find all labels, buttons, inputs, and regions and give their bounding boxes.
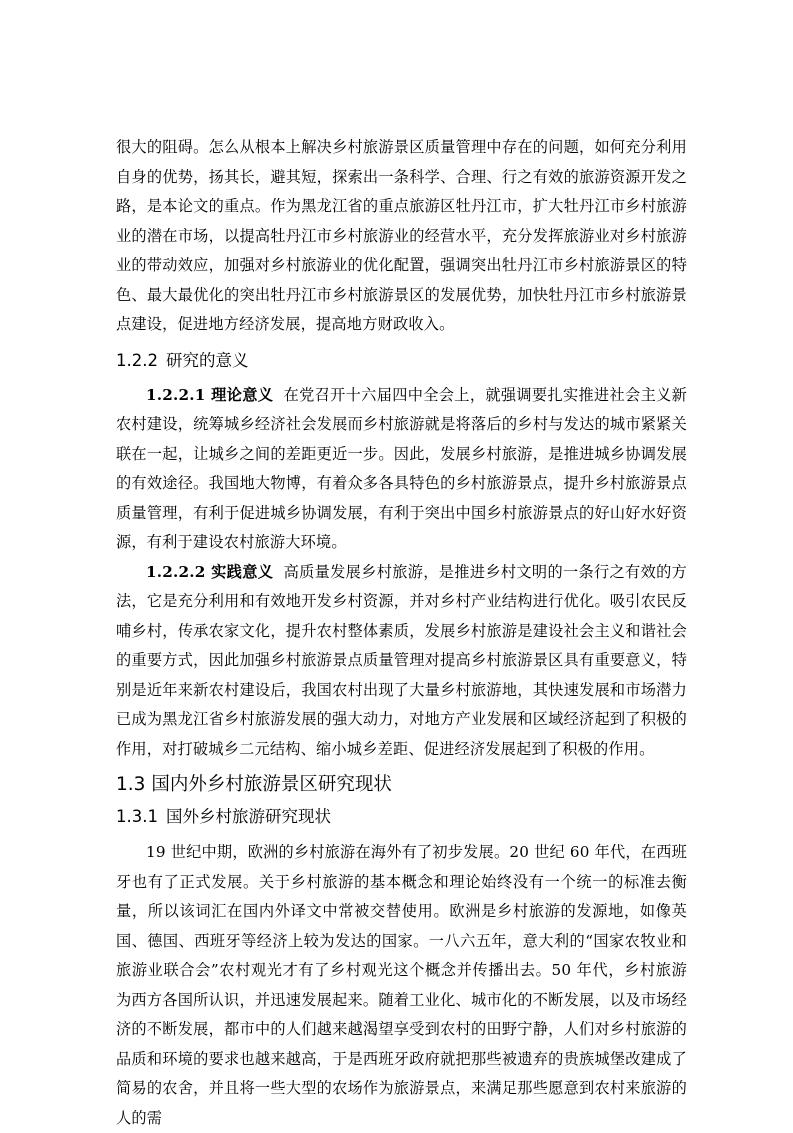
paragraph-theory-significance — [116, 381, 687, 558]
subheading-theory: 1.2.2.1 理论意义 — [146, 385, 274, 404]
heading-1-2-2 — [116, 351, 687, 371]
heading-number: 1.3.1 — [116, 807, 158, 826]
heading-1-3 — [116, 774, 687, 796]
practice-text: 高质量发展乡村旅游，是推进乡村文明的一条行之有效的方法，它是充分利用和有效地开发乡村资源，并对乡村产业结构进行优化。吸引农民反哺乡村，传承农家文化，提升农村整体素质，发展乡村旅游是建设社会主义和谐社会的重要方式，因此加强乡村旅游景点质量管理对提高乡村旅游景区具有重要意义，特别是近年来新农村建设后，我国农村出现了大量乡村旅游地，其快速发展和市场潜力已成为黑龙江省乡村旅游发展的强大动力，对地方产业发展和区域经济起到了积极的作用，对打破城乡二元结构、缩小城乡差距、促进经济发展起到了积极的作用。 — [116, 562, 687, 758]
paragraph-practice-significance — [116, 558, 687, 765]
heading-title: 研究的意义 — [165, 350, 249, 370]
paragraph-foreign-research: 19 世纪中期，欧洲的乡村旅游在海外有了初步发展。20 世纪 60 年代，在西班牙也有了正式发展。关于乡村旅游的基本概念和理论始终没有一个统一的标准去衡量，所以该词汇在国内外译文中常被交替使用。欧洲是乡村旅游的发源地，如像英国、德国、西班牙等经济上较为发达的国家。一八六五年，意大利的“国家农牧业和旅游业联合会”农村观光才有了乡村观光这个概念并传播出去。50 年代，乡村旅游为西方各国所认识，并迅速发展起来。随着工业化、城市化的不断发展，以及市场经济的不断发展，都市中的人们越来越渴望享受到农村的田野宁静，人们对乡村旅游的品质和环境的要求也越来越高，于是西班牙政府就把那些被遗弃的贵族城堡改建成了简易的农舍，并且将一些大型的农场作为旅游景点，来满足那些愿意到农村来旅游的人的需 — [116, 843, 687, 1127]
heading-title: 国内外乡村旅游景区研究现状 — [151, 774, 392, 795]
heading-number: 1.2.2 — [116, 350, 158, 370]
heading-title: 国外乡村旅游研究现状 — [165, 807, 331, 826]
subheading-practice: 1.2.2.2 实践意义 — [146, 562, 274, 581]
heading-number: 1.3 — [116, 774, 146, 795]
document-page — [116, 133, 687, 1133]
heading-1-3-1 — [116, 807, 687, 827]
paragraph-intro-continued: 很大的阻碍。怎么从根本上解决乡村旅游景区质量管理中存在的问题，如何充分利用自身的优势，扬其长，避其短，探索出一条科学、合理、行之有效的旅游资源开发之路，是本论文的重点。作为黑龙江省的重点旅游区牡丹江市，扩大牡丹江市乡村旅游业的潜在市场，以提高牡丹江市乡村旅游业的经营水平，充分发挥旅游业对乡村旅游业的带动效应，加强对乡村旅游业的优化配置，强调突出牡丹江市乡村旅游景区的特色、最大最优化的突出牡丹江市乡村旅游景区的发展优势，加快牡丹江市乡村旅游景点建设，促进地方经济发展，提高地方财政收入。 — [116, 138, 687, 333]
theory-text: 在党召开十六届四中全会上，就强调要扎实推进社会主义新农村建设，统筹城乡经济社会发展而乡村旅游就是将落后的乡村与发达的城市紧紧关联在一起，让城乡之间的差距更近一步。因此，发展乡村旅游，是推进城乡协调发展的有效途径。我国地大物博，有着众多各具特色的乡村旅游景点，提升乡村旅游景点质量管理，有利于促进城乡协调发展，有利于突出中国乡村旅游景点的好山好水好资源，有利于建设农村旅游大环境。 — [116, 385, 687, 551]
